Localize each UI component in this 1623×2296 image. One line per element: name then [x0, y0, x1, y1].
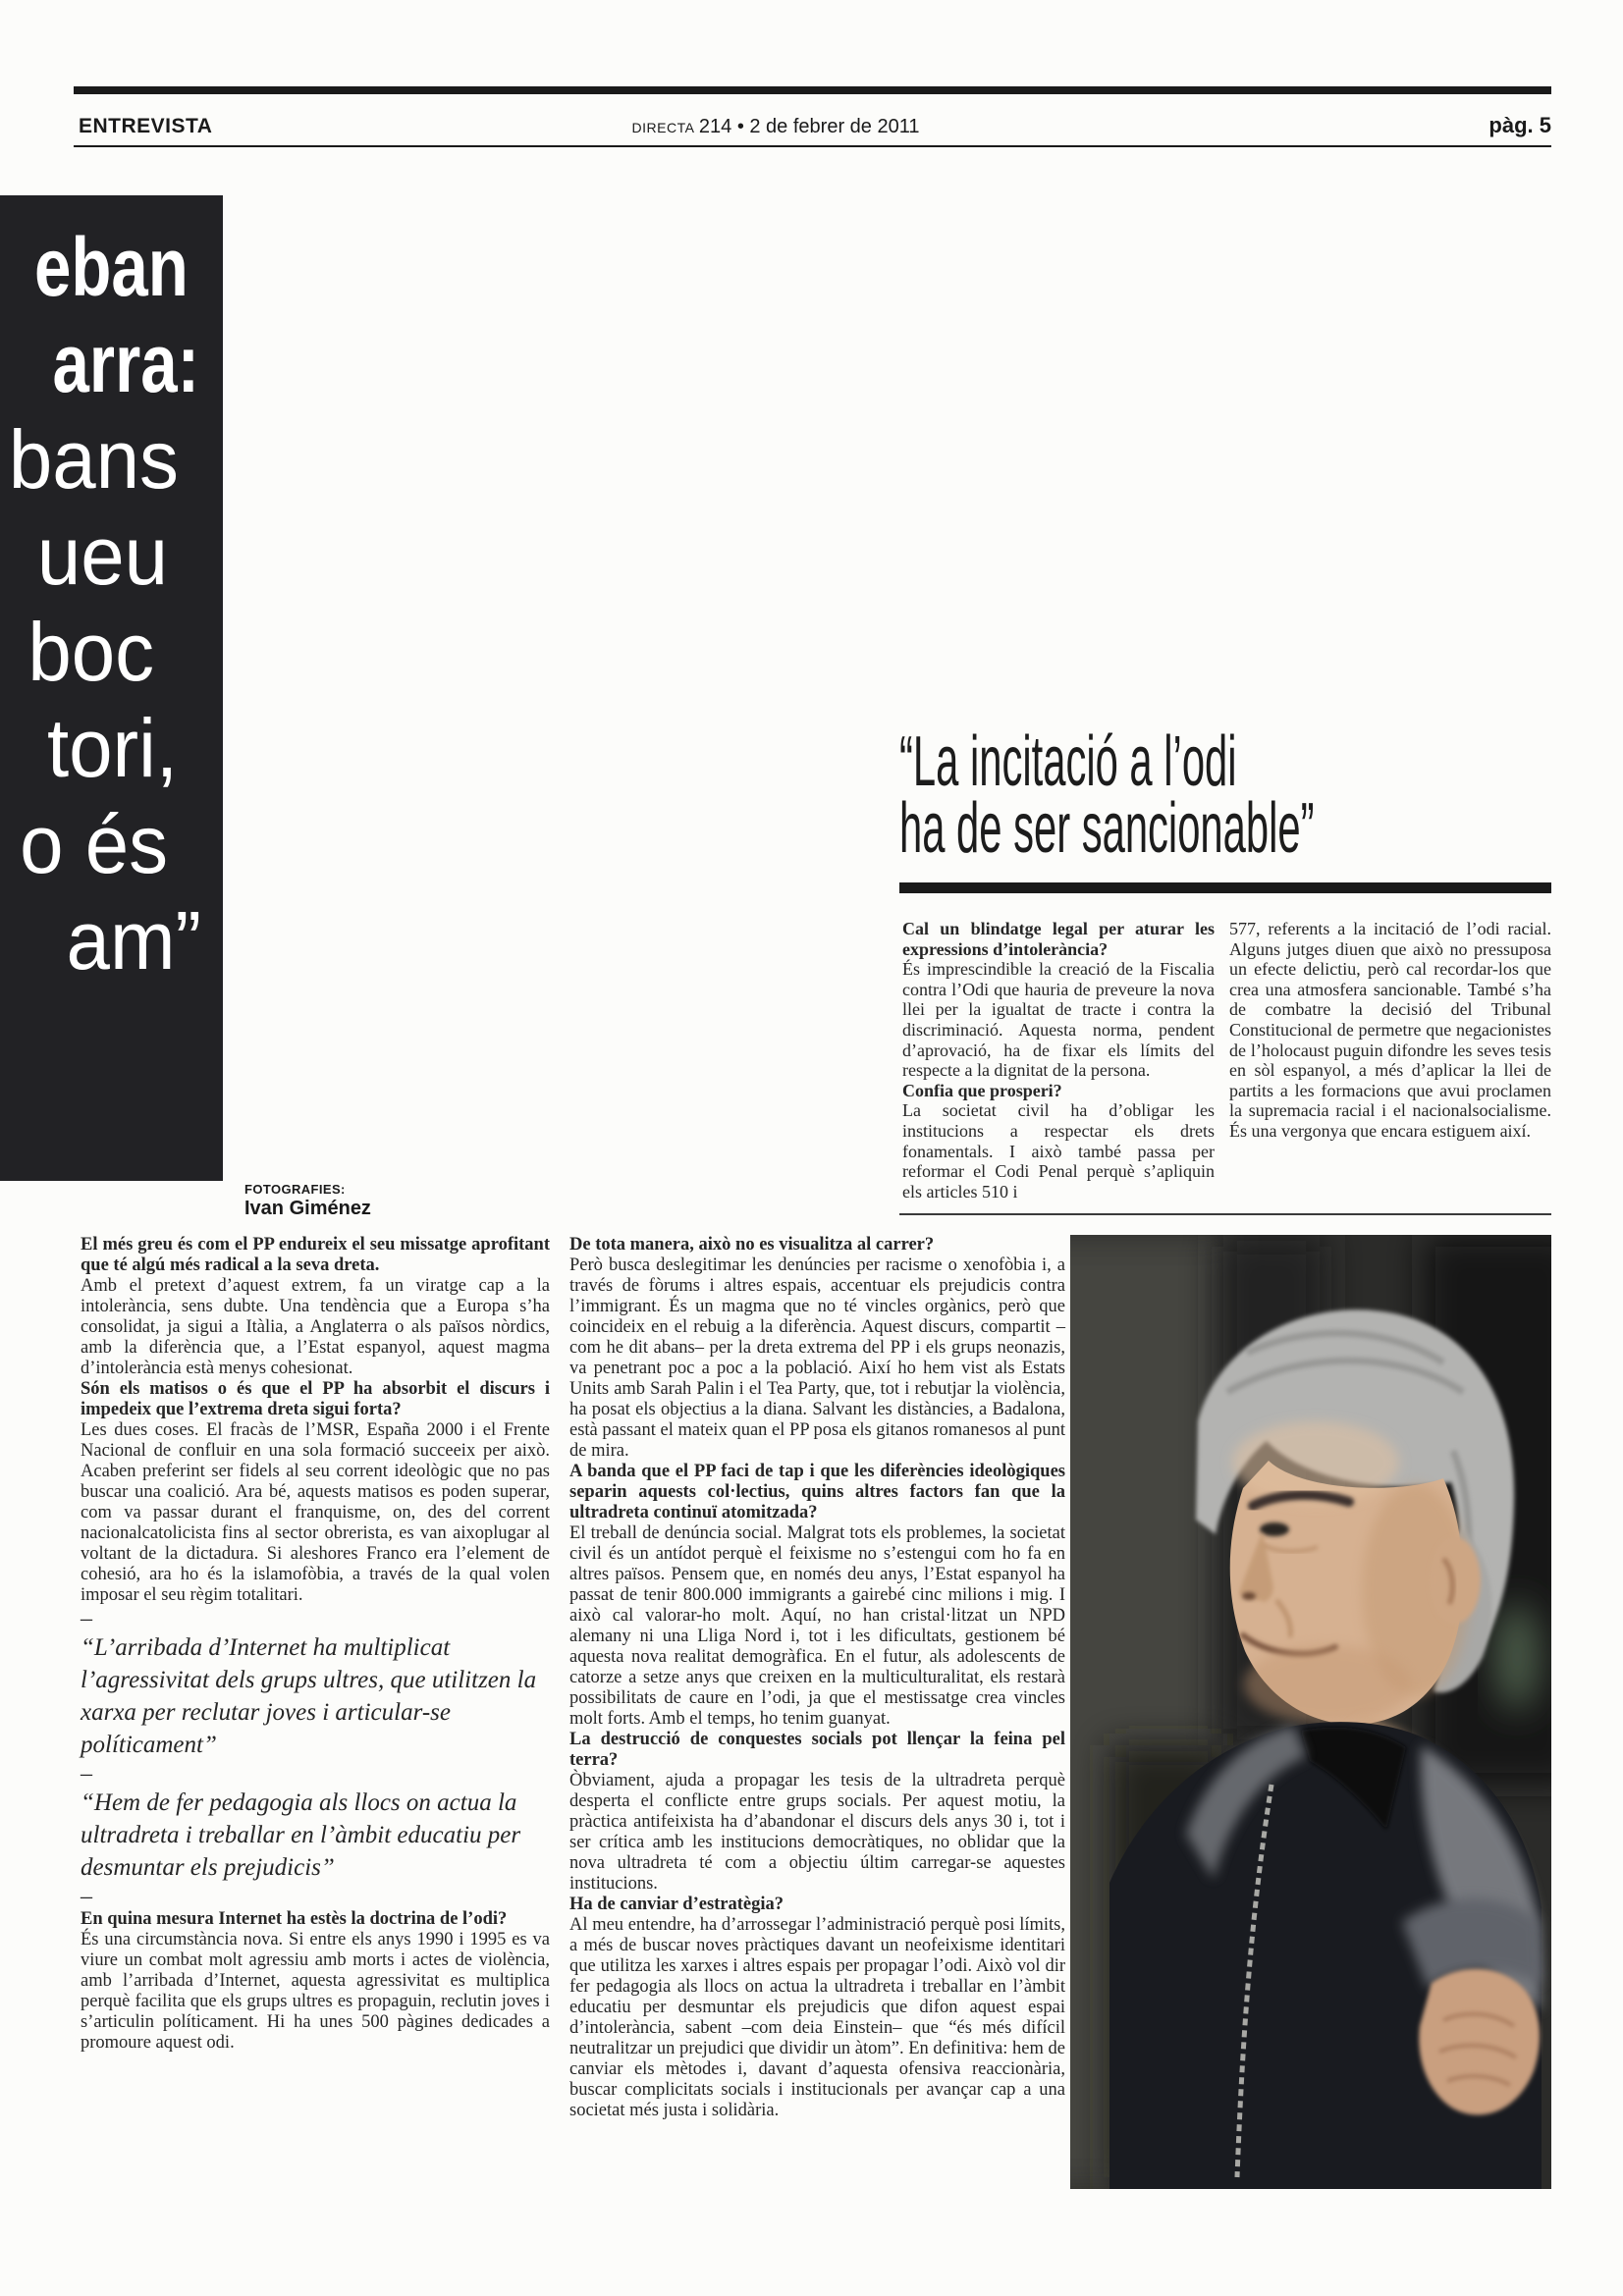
pull-quote	[899, 722, 1389, 868]
headline-box	[0, 195, 223, 1181]
issue-dateline	[530, 116, 1021, 138]
header-rule-top	[74, 86, 1551, 94]
qa-box-column-2	[1229, 919, 1551, 1142]
inline-pull-quote: “L’arribada d’Internet ha multiplicat l’agressivitat dels grups ultres, que utilitzen la xarxa per reclutar joves i articular-se políticament”	[81, 1634, 537, 1758]
headline-fragment: tori,	[46, 702, 179, 794]
photo-credit-label: FOTOGRAFIES:	[244, 1182, 346, 1197]
interview-question: Cal un blindatge legal per aturar les expressions d’intolerància?	[902, 919, 1215, 959]
body-column-left	[81, 1235, 550, 2054]
interview-answer: Al meu entendre, ha d’arrossegar l’administració perquè posi límits, a més de buscar noves pràctiques davant un neofeixisme identitari que utilitza les xarxes i altres espais per propagar l’odi. Això vol dir fer pedagogia als llocs on actua la ultradreta i treballar en l’àmbit educatiu per desmuntar els prejudicis que difon aquest espai d’intolerància, sabent –com deia Einstein– que “és més difícil neutralitzar un prejudici que dividir un àtom”. En definitiva: hem de canviar els mètodes i, davant d’aquesta ofensiva reaccionària, buscar complicitats socials i institucionals per avançar cap a una societat més justa i solidària.	[569, 1915, 1065, 2120]
pull-quote-underbar	[899, 882, 1551, 893]
portrait-illustration	[1070, 1235, 1551, 2189]
qa-box-column-1	[902, 919, 1215, 1201]
photo-credit	[244, 1182, 371, 1220]
page-number: pàg. 5	[1488, 113, 1551, 137]
interview-question: A banda que el PP faci de tap i que les diferències ideològiques separin aquests col·lectius, quins altres factors fan que la ultradreta continuï atomitzada?	[569, 1462, 1065, 1522]
masthead-name: DIRECTA	[631, 120, 695, 135]
headline-fragment: arra:	[52, 317, 199, 409]
interview-question: En quina mesura Internet ha estès la doctrina de l’odi?	[81, 1909, 508, 1929]
headline-fragment: am”	[66, 894, 201, 987]
headline-fragment: ueu	[36, 509, 168, 602]
quote-separator-dash: –	[81, 1606, 92, 1631]
interview-question: El més greu és com el PP endureix el seu missatge aprofitant que té algú més radical a la seva dreta.	[81, 1235, 550, 1275]
body-column-middle	[569, 1235, 1065, 2121]
inline-pull-quote: “Hem de fer pedagogia als llocs on actua la ultradreta i treballar en l’àmbit educatiu per desmuntar els prejudicis”	[81, 1789, 521, 1881]
pull-quote-line: ha de ser sancionable”	[899, 789, 1315, 868]
interview-answer: Però busca deslegitimar les denúncies per racisme o xenofòbia i, a través de fòrums i altres espais, accentuar els prejudicis contra l’immigrant. És un magma que no té vincles orgànics, però que coincideix en el rebuig a la diferència. Aquest discurs, compartit –com he dit abans– per la dreta extrema del PP i els grups neonazis, va penetrant poc a poc a la població. Així ho hem vist als Estats Units amb Sarah Palin i el Tea Party, que, tot i rebutjar la violència, ha posat els objectius a la diana. Salvant les distàncies, a Badalona, està passant el mateix quan el PP posa els gitanos romanesos al punt de mira.	[569, 1255, 1065, 1461]
headline-fragment: bans	[8, 413, 179, 506]
interview-answer: La societat civil ha d’obligar les institucions a respectar els drets fonamentals. I això també passa per reformar el Codi Penal perquè s’apliquin els articles 510 i	[902, 1100, 1215, 1201]
headline-fragment: eban	[34, 221, 189, 313]
interview-answer: Òbviament, ajuda a propagar les tesis de la ultradreta perquè desperta el conflicte entre grups socials. Per aquest motiu, la pràctica antifeixista ha d’abandonar el discurs dels anys 30 i, tot i ser crítica amb les institucions democràtiques, no oblidar que la nova ultradreta té com a objectiu últim carregar-se aquestes institucions.	[569, 1771, 1065, 1894]
section-label: ENTREVISTA	[79, 115, 213, 137]
interview-question: De tota manera, això no es visualitza al carrer?	[569, 1235, 935, 1255]
issue-number-date: 214 • 2 de febrer de 2011	[698, 116, 920, 137]
photographer-name: Ivan Giménez	[244, 1198, 371, 1219]
header-rule-bottom	[74, 145, 1551, 147]
interview-answer: És una circumstància nova. Si entre els anys 1990 i 1995 es va viure un combat molt agressiu amb morts i actes de violència, amb l’arribada d’Internet, aquesta agressivitat es multiplica perquè facilita que els grups ultres es propaguin, reclutin joves i s’articulin políticament. Hi ha unes 500 pàgines dedicades a promoure aquest odi.	[81, 1930, 550, 2053]
qa-box-rule	[899, 1213, 1551, 1215]
interview-answer: Amb el pretext d’aquest extrem, fa un viratge cap a la intolerància, sens dubte. Una tendència que a Europa s’ha consolidat, ja sigui a Itàlia, a Anglaterra o als països nòrdics, amb la diferència que, a l’Estat espanyol, aquest magma d’intolerància està menys cohesionat.	[81, 1276, 550, 1378]
interview-answer: Les dues coses. El fracàs de l’MSR, España 2000 i el Frente Nacional de confluir en una sola formació succeeix per això. Acaben preferint ser fidels al seu corrent ideològic que no pas buscar una coalició. Ara bé, aquests matisos es poden superar, com va passar durant el franquisme, on, des del corrent nacionalcatolicista fins al sector obrerista, es van aixoplugar al voltant de la dictadura. Si aleshores Franco era l’element de cohesió, ara ho és la islamofòbia, a través de la qual volen imposar el seu règim totalitari.	[81, 1420, 550, 1605]
interview-question: Ha de canviar d’estratègia?	[569, 1895, 784, 1914]
interview-answer: 577, referents a la incitació de l’odi racial. Alguns jutges diuen que això no pressuposa un efecte delictiu, però cal recordar-los que crea una atmosfera sancionable. També s’ha de combatre la decisió del Tribunal Constitucional de permetre que negacionistes de l’holocaust puguin difondre les seves tesis en sòl espanyol, a més d’aplicar la llei de partits a les formacions que avui proclamen la supremacia racial i el nacionalsocialisme. És una vergonya que encara estiguem així.	[1229, 919, 1551, 1141]
interview-question: La destrucció de conquestes socials pot llençar la feina pel terra?	[569, 1730, 1065, 1770]
interviewee-photo	[1070, 1235, 1551, 2189]
interview-answer: És imprescindible la creació de la Fiscalia contra l’Odi que hauria de preveure la nova llei per la igualtat de tracte i contra la discriminació. Aquesta norma, pendent d’aprovació, ha de fixar els límits del respecte a la dignitat de la persona.	[902, 959, 1215, 1081]
interview-question: Confia que prosperi?	[902, 1080, 1062, 1100]
interview-question: Són els matisos o és que el PP ha absorbit el discurs i impedeix que l’extrema dreta sigui forta?	[81, 1379, 550, 1419]
headline-fragment: boc	[27, 606, 154, 698]
headline-fragment: o és	[20, 798, 169, 890]
jacket	[1109, 1722, 1542, 2189]
quote-separator-dash: –	[81, 1761, 92, 1787]
interview-answer: El treball de denúncia social. Malgrat tots els problemes, la societat civil és un antídot perquè el feixisme no s’estengui com ho fa en altres països. Pensem que, en només deu anys, l’Estat espanyol ha passat de tenir 800.000 immigrants a gairebé cinc milions i mig. I això cal valorar-ho molt. Aquí, no han cristal·litzat un NPD alemany ni una Lliga Nord i, tot i les dificultats, gestionem bé aquesta nova realitat demogràfica. En el futur, als adolescents de catorze a setze anys que creixen en la multiculturalitat, els restarà possibilitats de caure en l’odi, ja que el mestissatge crea vincles molt forts. Amb el temps, ho tenim guanyat.	[569, 1523, 1065, 1729]
pull-quote-line: “La incitació a l’odi	[899, 722, 1237, 801]
quote-separator-dash: –	[81, 1884, 92, 1909]
